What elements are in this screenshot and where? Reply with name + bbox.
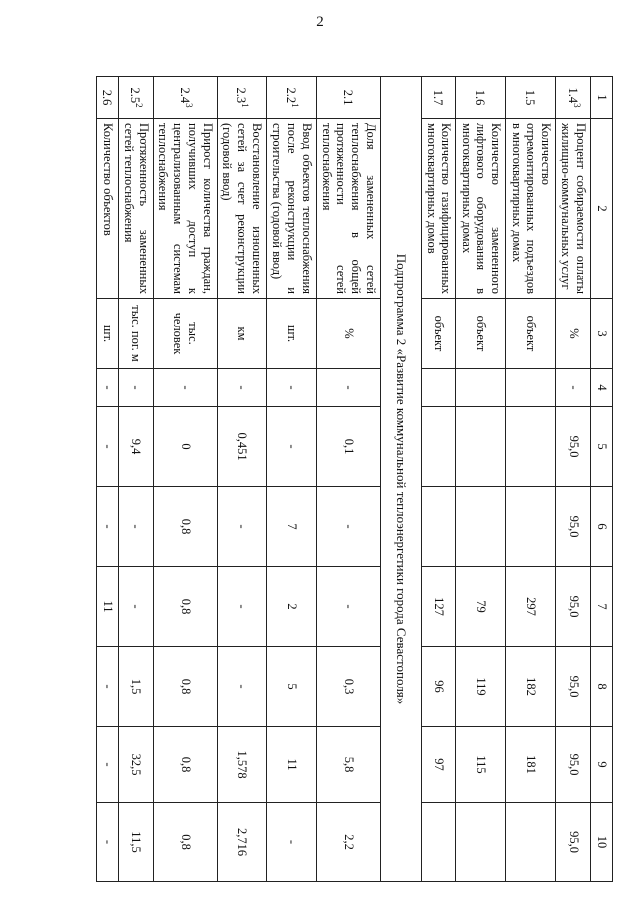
value-cell: 0 [153,407,217,487]
header-cell: 4 [591,369,613,407]
value-cell: - [97,647,119,727]
value-cell: - [317,487,381,567]
value-cell: 95,0 [556,727,591,803]
value-cell: - [267,369,317,407]
value-cell: 11,5 [119,803,154,882]
value-cell: 95,0 [556,487,591,567]
value-cell: 0,1 [317,407,381,487]
table-row [456,77,506,882]
unit-cell: % [317,299,381,369]
rotated-table-wrapper [98,76,613,881]
header-cell: 3 [591,299,613,369]
table-row [119,77,154,882]
value-cell: 32,5 [119,727,154,803]
value-cell: 5 [267,647,317,727]
indicator-name: Количество объектов [97,119,119,299]
value-cell: - [97,487,119,567]
value-cell: 5,8 [317,727,381,803]
value-cell [456,369,506,407]
value-cell: - [97,407,119,487]
table-row [317,77,381,882]
value-cell: 0,451 [217,407,266,487]
indicator-name: Количество замененного лифтового оборудования в многоквартирных домах [456,119,506,299]
table-row [422,77,457,882]
table-row [153,77,217,882]
value-cell: 96 [422,647,457,727]
value-cell: 2,2 [317,803,381,882]
unit-cell: объект [506,299,556,369]
indicator-name: Ввод объектов теплоснабжения после реконструкции и строительства (годовой ввод) [267,119,317,299]
table-row [267,77,317,882]
unit-cell: шт. [267,299,317,369]
value-cell: 297 [506,567,556,647]
value-cell: 2,716 [217,803,266,882]
page-number: 2 [316,14,324,30]
value-cell [422,803,457,882]
value-cell: 2 [267,567,317,647]
unit-cell: % [556,299,591,369]
unit-cell: км [217,299,266,369]
value-cell [456,803,506,882]
row-number: $2.4^3$ [153,77,217,119]
row-number: $2.2^1$ [267,77,317,119]
unit-cell: тыс. пог. м [119,299,154,369]
value-cell: 0,8 [153,567,217,647]
unit-cell: тыс. человек [153,299,217,369]
value-cell: - [267,803,317,882]
value-cell: 0,8 [153,487,217,567]
value-cell: 97 [422,727,457,803]
value-cell: 11 [97,567,119,647]
value-cell: 0,8 [153,727,217,803]
value-cell: 1,578 [217,727,266,803]
table-row [217,77,266,882]
indicators-table [96,76,613,882]
value-cell [422,487,457,567]
value-cell [422,407,457,487]
value-cell: 0,8 [153,647,217,727]
value-cell: 127 [422,567,457,647]
value-cell: - [217,567,266,647]
header-cell: 9 [591,727,613,803]
value-cell: - [267,407,317,487]
indicator-name: Количество газифицированных многоквартирных домов [422,119,457,299]
value-cell: - [119,487,154,567]
row-number: $2.3^1$ [217,77,266,119]
indicator-name: Прирост количества граждан, получивших доступ к централизованным системам теплоснабжения [153,119,217,299]
indicator-name: Процент собираемости оплаты жилищно-коммунальных услуг [556,119,591,299]
unit-cell: объект [422,299,457,369]
value-cell: 181 [506,727,556,803]
indicator-name: Количество отремонтированных подъездов в многоквартирных домах [506,119,556,299]
value-cell: - [97,369,119,407]
value-cell: 95,0 [556,803,591,882]
value-cell: 7 [267,487,317,567]
header-cell: 2 [591,119,613,299]
row-number: 1.5 [506,77,556,119]
unit-cell: шт. [97,299,119,369]
value-cell: - [119,369,154,407]
row-number: 2.1 [317,77,381,119]
indicator-name: Доля замененных сетей теплоснабжения в общей протяженности сетей теплоснабжения [317,119,381,299]
value-cell [456,487,506,567]
value-cell: 119 [456,647,506,727]
value-cell: - [556,369,591,407]
value-cell: - [217,369,266,407]
value-cell: - [119,567,154,647]
table-row [97,77,119,882]
header-cell: 10 [591,803,613,882]
subprogram-title: Подпрограмма 2 «Развитие коммунальной теплоэнергетики города Севастополя» [381,77,422,882]
value-cell: 95,0 [556,407,591,487]
value-cell: 115 [456,727,506,803]
value-cell: 0,8 [153,803,217,882]
table-row [556,77,591,882]
value-cell: - [97,803,119,882]
value-cell: - [317,567,381,647]
row-number: $1.4^3$ [556,77,591,119]
value-cell: 11 [267,727,317,803]
header-cell: 1 [591,77,613,119]
value-cell: 0,3 [317,647,381,727]
row-number: $2.5^2$ [119,77,154,119]
value-cell: 9,4 [119,407,154,487]
value-cell: 1,5 [119,647,154,727]
indicator-name: Восстановление изношенных сетей за счет реконструкции (годовой ввод) [217,119,266,299]
value-cell [506,369,556,407]
value-cell: 182 [506,647,556,727]
value-cell [506,803,556,882]
subprogram-row [381,77,422,882]
table-row [506,77,556,882]
header-cell: 6 [591,487,613,567]
row-number: 1.7 [422,77,457,119]
value-cell: - [153,369,217,407]
header-row [591,77,613,882]
value-cell: - [97,727,119,803]
value-cell [456,407,506,487]
row-number: 2.6 [97,77,119,119]
unit-cell: объект [456,299,506,369]
value-cell: - [317,369,381,407]
indicator-name: Протяженность замененных сетей теплоснабжения [119,119,154,299]
value-cell: - [217,647,266,727]
header-cell: 8 [591,647,613,727]
value-cell: - [217,487,266,567]
value-cell [506,487,556,567]
value-cell [506,407,556,487]
value-cell: 95,0 [556,647,591,727]
row-number: 1.6 [456,77,506,119]
header-cell: 5 [591,407,613,487]
value-cell: 95,0 [556,567,591,647]
value-cell [422,369,457,407]
header-cell: 7 [591,567,613,647]
value-cell: 79 [456,567,506,647]
